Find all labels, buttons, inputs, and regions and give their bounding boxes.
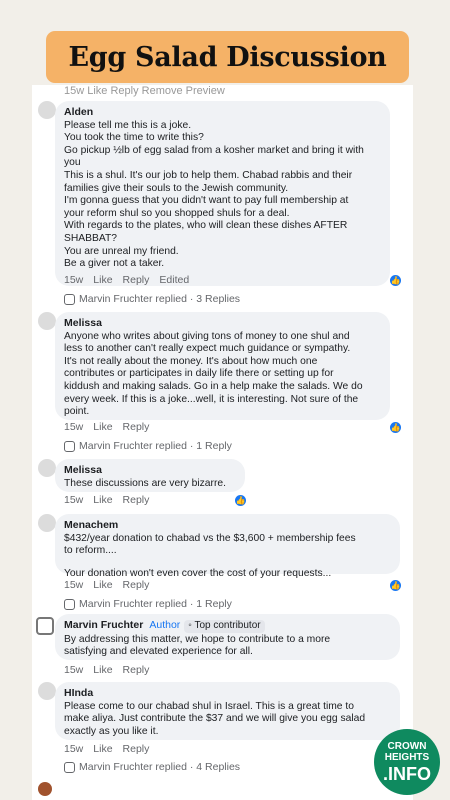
- comment-line: You took the time to write this?: [64, 132, 204, 144]
- comment-line: These discussions are very bizarre.: [64, 477, 226, 489]
- reply-arrow-icon: [64, 441, 75, 452]
- comment-line: Go pickup ½lb of egg salad from a kosher market and bring it with: [64, 144, 364, 156]
- view-replies-text[interactable]: Marvin Fruchter replied · 4 Replies: [79, 761, 241, 773]
- view-replies-text[interactable]: Marvin Fruchter replied · 3 Replies: [79, 293, 241, 305]
- comment-line: You are unreal my friend.: [64, 245, 179, 257]
- comment-time[interactable]: 15w: [64, 421, 84, 433]
- previous-comment-actions: 15w Like Reply Remove Preview: [64, 85, 225, 97]
- comment-line: exactly as you like it.: [64, 725, 159, 737]
- reply-arrow-icon: [64, 599, 75, 610]
- avatar[interactable]: [38, 514, 56, 532]
- commenter-name[interactable]: HInda: [64, 687, 94, 699]
- avatar[interactable]: [38, 682, 56, 700]
- author-avatar[interactable]: [36, 617, 54, 635]
- reply-button[interactable]: Reply: [122, 494, 150, 506]
- like-reaction-icon[interactable]: 👍: [235, 496, 246, 505]
- comment-time[interactable]: 15w: [64, 664, 84, 676]
- top-contributor-badge: ◦ Top contributor: [184, 620, 264, 633]
- page-title: Egg Salad Discussion: [68, 41, 387, 73]
- comment-line: Please tell me this is a joke.: [64, 119, 192, 131]
- commenter-name[interactable]: Menachem: [64, 519, 119, 531]
- like-reaction-icon[interactable]: 👍: [390, 423, 401, 432]
- reply-button[interactable]: Reply: [122, 421, 150, 433]
- commenter-name[interactable]: Marvin Fruchter: [64, 619, 144, 631]
- comment-line: point.: [64, 406, 90, 418]
- comment-line: Be a giver not a taker.: [64, 258, 165, 270]
- comment-line: I'm gonna guess that you didn't want to pay full membership at: [64, 195, 349, 207]
- comment-line: Anyone who writes about giving tons of money to one shul and: [64, 330, 350, 342]
- comment-bubble: [55, 614, 400, 660]
- comment-actions: [64, 664, 149, 676]
- edited-label: Edited: [159, 274, 190, 286]
- commenter-name[interactable]: Melissa: [64, 317, 102, 329]
- reply-button[interactable]: Reply: [122, 664, 150, 676]
- title-banner: [46, 31, 409, 83]
- comment-actions: [64, 579, 149, 591]
- comment-line: kiddush and making salads. Go in a help make the salads. We do: [64, 380, 363, 392]
- comment-bubble: [55, 514, 400, 579]
- comment-line: less to another can't really expect much guidance or sympathy.: [64, 343, 351, 355]
- view-replies-text[interactable]: Marvin Fruchter replied · 1 Reply: [79, 440, 232, 452]
- comment-line: to reform....: [64, 545, 117, 557]
- reply-button[interactable]: Reply: [122, 743, 150, 755]
- like-button[interactable]: Like: [93, 743, 113, 755]
- reply-button[interactable]: Reply: [122, 274, 150, 286]
- comment-bubble: [55, 459, 245, 492]
- comment-line: Your donation won't even cover the cost of your requests...: [64, 567, 332, 579]
- view-replies-link[interactable]: [64, 761, 240, 773]
- blank-line: [64, 558, 391, 568]
- commenter-name-row: [64, 619, 391, 633]
- like-reaction-icon[interactable]: 👍: [390, 276, 401, 285]
- comment-line: Please come to our chabad shul in Israel. This is a great time to: [64, 700, 354, 712]
- comment-time[interactable]: 15w: [64, 743, 84, 755]
- comments-panel: [32, 85, 413, 800]
- view-replies-text[interactable]: Marvin Fruchter replied · 1 Reply: [79, 598, 232, 610]
- comment-bubble: [55, 312, 390, 420]
- avatar[interactable]: [38, 782, 52, 796]
- author-label: Author: [149, 619, 181, 631]
- comment-bubble: [55, 682, 400, 740]
- comment-time[interactable]: 15w: [64, 274, 84, 286]
- comment-line: SHABBAT?: [64, 232, 118, 244]
- comment-time[interactable]: 15w: [64, 579, 84, 591]
- comment-line: $432/year donation to chabad vs the $3,600 + membership fees: [64, 532, 356, 544]
- like-button[interactable]: Like: [93, 274, 113, 286]
- comment-actions: [64, 494, 149, 506]
- like-reaction-icon[interactable]: 👍: [390, 581, 401, 590]
- view-replies-link[interactable]: [64, 598, 232, 610]
- avatar[interactable]: [38, 312, 56, 330]
- like-button[interactable]: Like: [93, 664, 113, 676]
- comment-line: your reform shul so you shopped shuls for a deal.: [64, 207, 290, 219]
- comment-line: make aliya. Just contribute the $37 and we will give you egg salad: [64, 713, 366, 725]
- comment-line: By addressing this matter, we hope to contribute to a more: [64, 633, 331, 645]
- like-button[interactable]: Like: [93, 579, 113, 591]
- like-button[interactable]: Like: [93, 494, 113, 506]
- comment-bubble: [55, 101, 390, 286]
- logo-line: CROWN: [387, 741, 427, 752]
- reply-arrow-icon: [64, 762, 75, 773]
- comment-line: every week. If this is a joke...well, it is interesting. Not sure of the: [64, 393, 359, 405]
- avatar[interactable]: [38, 101, 56, 119]
- comment-line: With regards to the plates, who will clean these dishes AFTER: [64, 220, 348, 232]
- badge-text: Top contributor: [194, 620, 261, 631]
- comment-actions: [64, 743, 149, 755]
- logo-line: .INFO: [383, 764, 431, 784]
- comment-actions: [64, 421, 149, 433]
- comment-actions: [64, 274, 189, 286]
- comment-time[interactable]: 15w: [64, 494, 84, 506]
- logo-line: HEIGHTS: [384, 752, 430, 763]
- view-replies-link[interactable]: [64, 440, 232, 452]
- commenter-name[interactable]: Alden: [64, 106, 94, 118]
- comment-line: families give their souls to the Jewish community.: [64, 182, 289, 194]
- comment-line: contributes or participates in daily life there or setting up for: [64, 368, 334, 380]
- comment-line: satisfying and elevated experience for all.: [64, 646, 253, 658]
- view-replies-link[interactable]: [64, 293, 240, 305]
- avatar[interactable]: [38, 459, 56, 477]
- comment-line: you: [64, 157, 81, 169]
- comment-line: This is a shul. It's our job to help them. Chabad rabbis and their: [64, 169, 353, 181]
- commenter-name[interactable]: Melissa: [64, 464, 102, 476]
- like-button[interactable]: Like: [93, 421, 113, 433]
- crown-heights-logo: [374, 729, 440, 795]
- comment-line: It's not really about the money. It's about how much one: [64, 355, 318, 367]
- reply-arrow-icon: [64, 294, 75, 305]
- reply-button[interactable]: Reply: [122, 579, 150, 591]
